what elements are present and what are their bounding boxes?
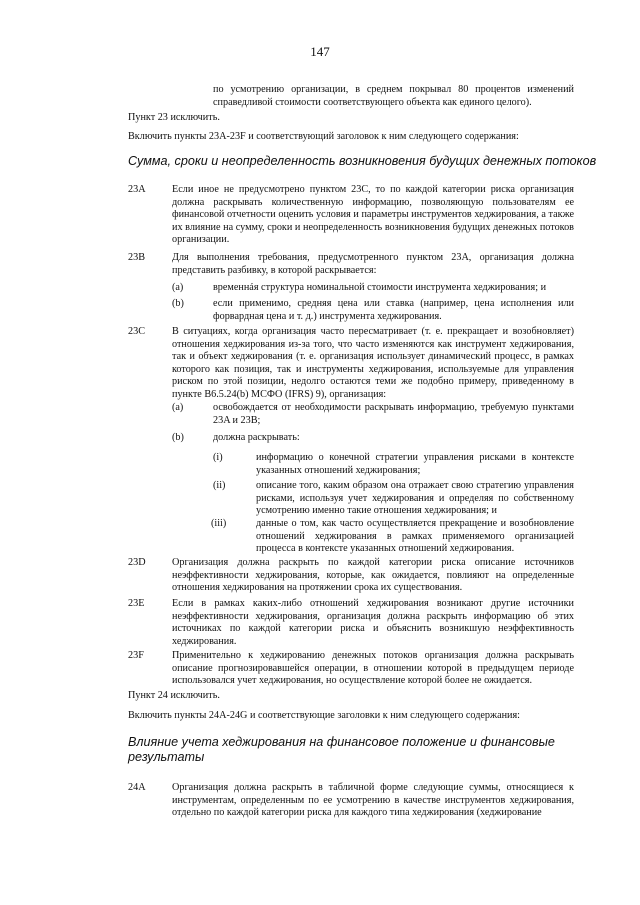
removed-23: Пункт 23 исключить. <box>128 112 220 123</box>
item-label-23c-a: (a) <box>172 402 184 413</box>
include-23: Включить пункты 23A-23F и соответствующий заголовок к ним следующего содержания: <box>128 131 519 142</box>
para-24a: Организация должна раскрыть в табличной форме следующие суммы, относящиеся к инструментам, определенным по ее усмотрению в качестве инструментов хеджирования, отдельно по каждой категории риска для каждого типа хеджирования (хеджирование <box>172 782 574 819</box>
subitem-ii: описание того, каким образом она отражает свою стратегию управления рисками, используя учет хеджирования и определяя по собственному усмотрению именно такие отношения хеджирования; и <box>256 480 574 517</box>
para-number-23f: 23F <box>128 650 144 661</box>
subitem-i: информацию о конечной стратегии управления рисками в контексте указанных отношений хеджирования; <box>256 452 574 476</box>
section-heading-2: Влияние учета хеджирования на финансовое положение и финансовые результаты <box>128 735 555 764</box>
section-heading-1: Сумма, сроки и неопределенность возникновения будущих денежных потоков <box>128 154 597 168</box>
item-label-23b-a: (a) <box>172 282 184 293</box>
para-number-24a: 24A <box>128 782 146 793</box>
item-23c-b: должна раскрывать: <box>213 432 300 443</box>
include-24: Включить пункты 24A-24G и соответствующие заголовки к ним следующего содержания: <box>128 710 521 721</box>
para-number-23e: 23E <box>128 598 145 609</box>
para-23b: Для выполнения требования, предусмотренного пунктом 23A, организация должна представить разбивку, в которой раскрывается: <box>172 252 574 276</box>
para-23c: В ситуациях, когда организация часто пересматривает (т. е. прекращает и возобновляет) отношения хеджирования из-за того, что часто изменяются как инструмент хеджирования, так и объект хеджирования (т. е. организация использует динамический процесс, в рамках которого как позиция, так и инструменты хеджирования, используемые для управления риском по этой позиции, недолго остаются теми же подобно примеру, приведенному в пункте B6.5.24(b) МСФО (IFRS) 9), организация: <box>172 326 574 400</box>
item-label-23b-b: (b) <box>172 298 184 309</box>
subitem-label-ii: (ii) <box>213 480 226 491</box>
item-23c-a: освобождается от необходимости раскрывать информацию, требуемую пунктами 23A и 23B; <box>213 402 574 426</box>
para-number-23c: 23C <box>128 326 145 337</box>
para-number-23b: 23B <box>128 252 145 263</box>
para-23d: Организация должна раскрыть по каждой категории риска описание источников неэффективности хеджирования, которые, как ожидается, повлияют на определенные отношения хеджирования на протяжении срока их существования. <box>172 557 574 594</box>
item-23b-b: если применимо, средняя цена или ставка (например, цена исполнения или форвардная цена и т. д.) инструмента хеджирования. <box>213 298 574 322</box>
subitem-label-i: (i) <box>213 452 223 463</box>
page-number: 147 <box>310 44 330 59</box>
removed-24: Пункт 24 исключить. <box>128 690 220 701</box>
subitem-iii: данные о том, как часто осуществляется прекращение и возобновление отношений хеджирования в рамках применяемого организацией процесса в контексте указанных отношений хеджирования. <box>256 518 574 555</box>
para-number-23d: 23D <box>128 557 146 568</box>
item-label-23c-b: (b) <box>172 432 184 443</box>
subitem-label-iii: (iii) <box>211 518 227 529</box>
item-23b-a: временнáя структура номинальной стоимости инструмента хеджирования; и <box>213 282 547 293</box>
para-23a: Если иное не предусмотрено пунктом 23C, то по каждой категории риска организация должна раскрывать количественную информацию, позволяющую пользователям ее финансовой отчетности оценить условия и параметры инструментов хеджирования, а также их влияние на сумму, сроки и неопределенность возникновения будущих денежных потоков организации. <box>172 184 574 246</box>
para-23f: Применительно к хеджированию денежных потоков организация должна раскрывать описание прогнозировавшейся операции, в отношении которой в предыдущем периоде использовался учет хеджирования, но осуществление которой более не ожидается. <box>172 650 574 687</box>
intro-continuation: по усмотрению организации, в среднем покрывал 80 процентов изменений справедливой стоимости соответствующего объекта как единого целого). <box>213 84 574 108</box>
para-number-23a: 23A <box>128 184 146 195</box>
para-23e: Если в рамках каких-либо отношений хеджирования возникают другие источники неэффективности хеджирования, организация должна раскрыть информацию об этих источниках по каждой категории риска и объяснить возникшую неэффективность хеджирования. <box>172 598 574 647</box>
